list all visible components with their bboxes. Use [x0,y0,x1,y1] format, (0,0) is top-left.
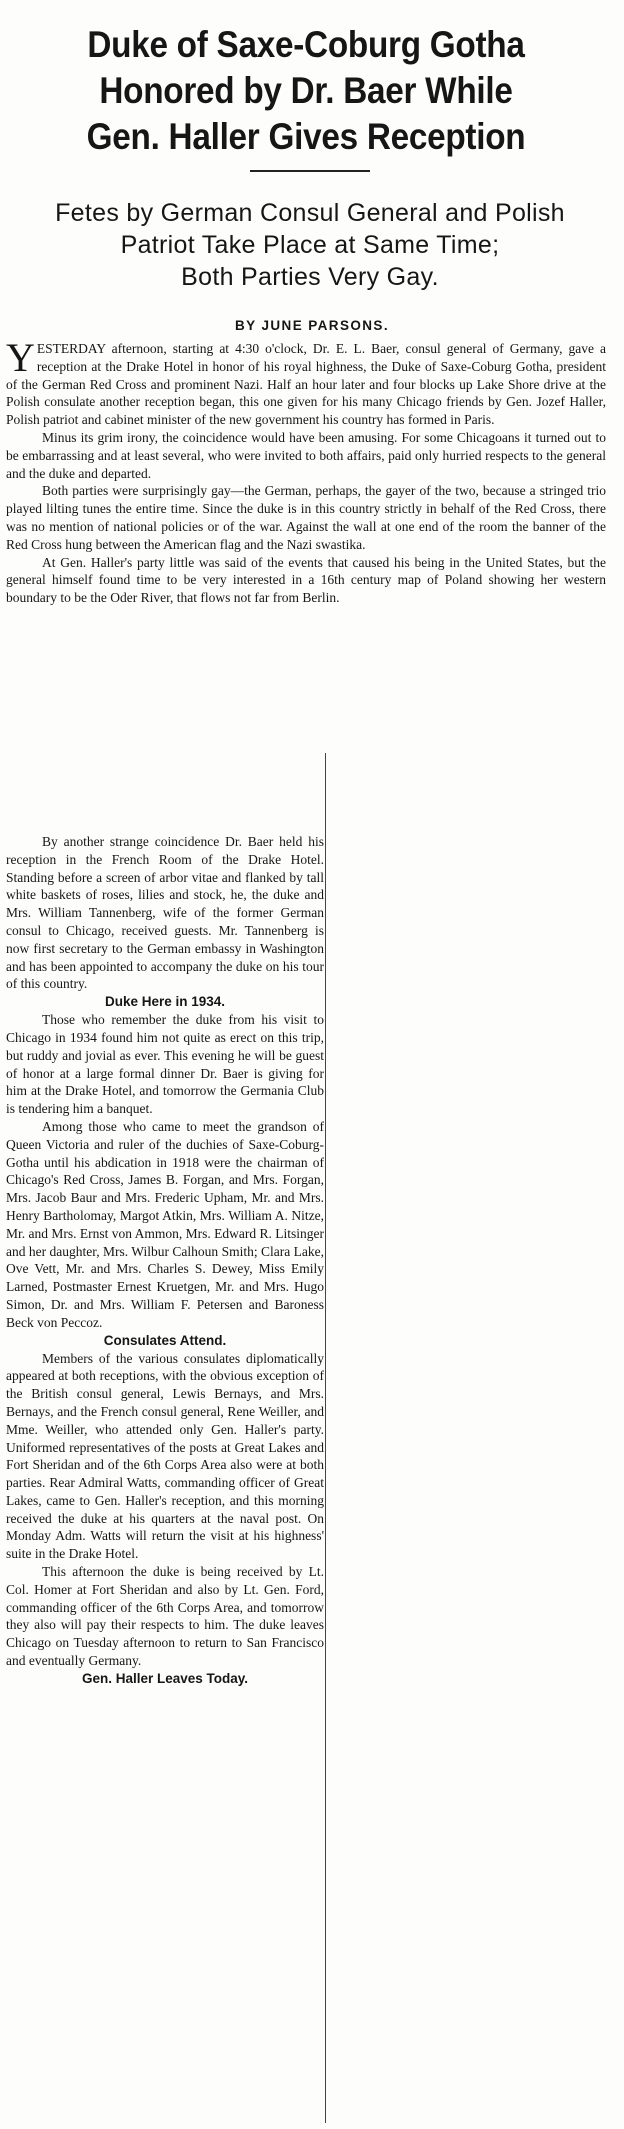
headline-divider [250,170,370,172]
drop-cap: Y [6,335,35,380]
wide-paragraph: Both parties were surprisingly gay—the German, perhaps, the gayer of the two, because a stringed trio played lilting tunes the entire time. Since the duke is in this country strictly in behalf of the Red Cross, there was no mention of national policies or of the war. Against the wall at one end of the room the banner of the Red Cross hung between the American flag and the Nazi swastika. [6,483,606,552]
deck-subheadline [18,197,602,293]
wide-body [6,335,606,607]
column-paragraph: Members of the various consulates diplomatically appeared at both receptions, with the obvious exception of the British consul general, Lewis Bernays, and Mrs. Bernays, and the French consul general, Rene Weiller, and Mme. Weiller, who attended only Gen. Haller's party. Uniformed representatives of the posts at Great Lakes and Fort Sheridan and of the 6th Corps Area also were at both parties. Rear Admiral Watts, commanding officer of Great Lakes, came to Gen. Haller's reception, and this morning received the duke at his quarters at the naval post. On Monday Adm. Watts will return the visit at his highness' suite in the Drake Hotel. [6,1350,324,1562]
column-rule [325,833,326,2123]
headline-line-3: Gen. Haller Gives Reception [86,116,526,157]
wide-paragraph: At Gen. Haller's party little was said of the events that caused his being in the United States, but the general himself found time to be very interested in a 16th century map of Poland showing her western boundary to be the Oder River, that flows not far from Berlin. [6,554,606,606]
subhead-haller-leaves: Gen. Haller Leaves Today. [81,1670,249,1686]
wide-paragraph: Minus its grim irony, the coincidence would have been amusing. For some Chicagoans it turned out to be embarrassing and at least several, who were invited to both affairs, paid only hurried respects to the general and the duke and departed. [6,429,606,481]
column-paragraph: Those who remember the duke from his visit to Chicago in 1934 found him not quite as erect on this trip, but ruddy and jovial as ever. This evening he will be guest of honor at a large formal dinner Dr. Baer is giving for him at the Drake Hotel, and tomorrow the Germania Club is tendering him a banquet. [6,1012,324,1117]
lead-text: ESTERDAY afternoon, starting at 4:30 o'clock, Dr. E. L. Baer, consul general of Germany, gave a reception at the Drake Hotel in honor of his royal highness, the Duke of Saxe-Coburg Gotha, president of the German Red Cross and prominent Nazi. Half an hour later and four blocks up Lake Shore drive at the Polish consulate another reception began, this one given for his many Chicago friends by Gen. Jozef Haller, Polish patriot and cabinet minister of the new government his country has formed in Paris. [6,341,606,428]
column-paragraph: Among those who came to meet the grandson of Queen Victoria and ruler of the duchies of Saxe-Coburg-Gotha until his abdication in 1918 were the chairman of Chicago's Red Cross, James B. Forgan, and Mrs. Forgan, Mrs. Jacob Baur and Mrs. Frederic Upham, Mr. and Mrs. Henry Bartholomay, Margot Atkin, Mrs. William A. Nitze, Mr. and Mrs. Ernst von Ammon, Mrs. Edward R. Litsinger and her daughter, Mrs. Wilbur Calhoun Smith; Clara Lake, Ove Vett, Mr. and Mrs. Charles S. Dewey, Miss Emily Larned, Postmaster Ernest Kruetgen, Mr. and Mrs. Hugo Simon, Dr. and Mrs. William F. Petersen and Baroness Beck von Peccoz. [6,1118,324,1330]
byline: BY JUNE PARSONS. [235,318,389,333]
column-paragraph: By another strange coincidence Dr. Baer held his reception in the French Room of the Drake Hotel. Standing before a screen of arbor vitae and flanked by tall white baskets of roses, lilies and stock, he, the duke and Mrs. William Tannenberg, wife of the former German consul to Chicago, received guests. Mr. Tannenberg is now first secretary to the German embassy in Washington and has been appointed to accompany the duke on his tour of this country. [6,834,324,992]
column-paragraph: This afternoon the duke is being received by Lt. Col. Homer at Fort Sheridan and also by Lt. Gen. Ford, commanding officer of the 6th Corps Area, and tomorrow they also will pay their respects to him. The duke leaves Chicago on Tuesday afternoon to return to San Francisco and eventually Germany. [6,1564,324,1669]
headline-line-1: Duke of Saxe-Coburg Gotha [87,24,525,65]
lead-paragraph [6,335,606,429]
headline-line-2: Honored by Dr. Baer While [99,70,513,111]
column-rule-upper [325,753,326,833]
subhead-consulates-attend: Consulates Attend. [103,1332,227,1348]
narrow-column [6,833,324,1688]
deck-line-1: Fetes by German Consul General and Polish [55,199,565,227]
deck-line-3: Both Parties Very Gay. [181,263,439,291]
headline [36,22,576,160]
deck-line-2: Patriot Take Place at Same Time; [120,231,500,259]
subhead-duke-here: Duke Here in 1934. [104,994,226,1010]
